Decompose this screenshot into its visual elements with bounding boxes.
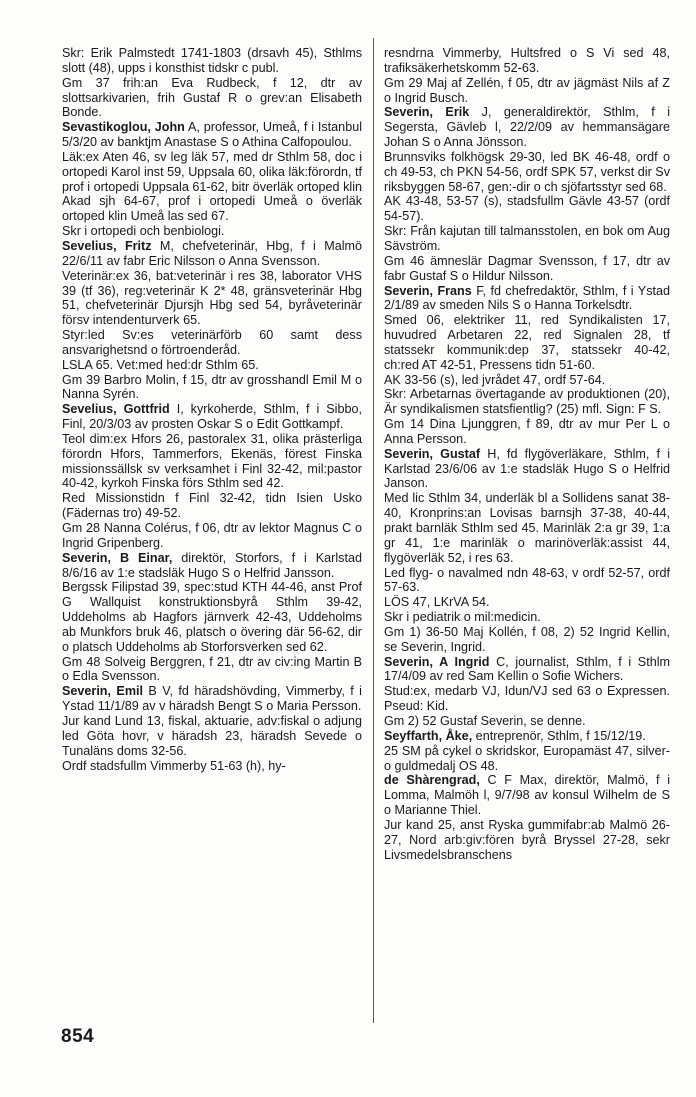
entry-text: Gm 37 frih:an Eva Rudbeck, f 12, dtr av slottsarkivarien, frih Gustaf R o grev:an Elisabeth Bonde. <box>62 75 362 120</box>
biography-paragraph <box>384 150 670 195</box>
biography-paragraph <box>62 655 362 685</box>
biography-paragraph <box>62 150 362 224</box>
page-number: 854 <box>61 1026 95 1047</box>
entry-text: entreprenör, Sthlm, f 15/12/19. <box>472 728 646 743</box>
entry-name: Sevelius, Gottfrid <box>62 402 170 417</box>
biography-paragraph <box>384 595 670 610</box>
entry-text: A, professor, Umeå, f i Istanbul 5/3/20 av banktjm Anastase S o Athina Calfopoulou. <box>62 120 362 150</box>
biography-paragraph <box>62 328 362 358</box>
entry-text: C, journalist, Sthlm, f i Sthlm 17/4/09 av red Sam Kellin o Sofie Wichers. <box>384 654 670 684</box>
entry-text: Smed 06, elektriker 11, red Syndikalisten 17, huvudred Arbetaren 22, red Signalen 28, tf statssekr kommunik:dep 37, statssekr 40-42, ch:red AT 42-51, Pressens tidn 51-60. <box>384 313 670 372</box>
entry-text: M, chefveterinär, Hbg, f i Malmö 22/6/11 av fabr Eric Nilsson o Anna Svensson. <box>62 238 362 268</box>
entry-name: Sevelius, Fritz <box>62 238 152 253</box>
biography-paragraph <box>62 373 362 403</box>
biography-paragraph <box>384 373 670 388</box>
biography-entry <box>384 655 670 685</box>
entry-text: Skr i pediatrik o mil:medicin. <box>384 610 541 625</box>
biography-paragraph <box>62 432 362 491</box>
biography-entry <box>62 684 362 714</box>
biography-entry <box>384 773 670 818</box>
entry-name: Severin, Frans <box>384 283 472 298</box>
biography-paragraph <box>384 818 670 863</box>
entry-text: Skr i ortopedi och benbiologi. <box>62 224 225 239</box>
biography-paragraph <box>62 46 362 76</box>
biography-entry <box>62 402 362 432</box>
entry-text: 25 SM på cykel o skridskor, Europamäst 47, silver- o guldmedalj OS 48. <box>384 743 670 773</box>
entry-text: Jur kand Lund 13, fiskal, aktuarie, adv:fiskal o adjung led Göta hovr, v häradsh 23, häradsh Sevede o Tunaläns doms 32-56. <box>62 713 362 758</box>
entry-text: Med lic Sthlm 34, underläk bl a Sollidens sanat 38-40, Kronprins:an Lovisas barnsjh 37-38, 40-44, prakt barnläk Sthlm sed 45. Marinläk 2:a gr 39, 1:a gr 41, 1:e marinläk o marinöverläk:assist 44, flygöverläk 52, i res 63. <box>384 491 670 565</box>
biography-paragraph <box>384 491 670 565</box>
entry-text: AK 43-48, 53-57 (s), stadsfullm Gävle 43-57 (ordf 54-57). <box>384 194 670 224</box>
biography-paragraph <box>384 194 670 224</box>
biography-paragraph <box>384 254 670 284</box>
biography-entry <box>62 551 362 581</box>
biography-paragraph <box>384 566 670 596</box>
entry-text: I, kyrkoherde, Sthlm, f i Sibbo, Finl, 20/3/03 av prosten Oskar S o Edit Gottkampf. <box>62 402 362 432</box>
entry-text: Gm 1) 36-50 Maj Kollén, f 08, 2) 52 Ingrid Kellin, se Severin, Ingrid. <box>384 624 670 654</box>
biography-paragraph <box>62 491 362 521</box>
biography-paragraph <box>384 625 670 655</box>
biography-paragraph <box>62 580 362 654</box>
biography-entry <box>384 729 670 744</box>
entry-name: Sevastikoglou, John <box>62 120 185 135</box>
biography-entry <box>384 105 670 150</box>
biography-paragraph <box>62 521 362 551</box>
entry-text: Gm 14 Dina Ljunggren, f 89, dtr av mur Per L o Anna Persson. <box>384 417 670 446</box>
biography-entry <box>62 239 362 269</box>
biography-paragraph <box>384 76 670 106</box>
entry-text: Skr: Arbetarnas övertagande av produktionen (20), Är syndikalismen statsfientlig? (25) mfl. Sign: F S. <box>384 387 670 417</box>
entry-text: Gm 2) 52 Gustaf Severin, se denne. <box>384 713 586 728</box>
biography-paragraph <box>62 76 362 121</box>
entry-name: Severin, Emil <box>62 684 144 699</box>
biography-entry <box>384 284 670 314</box>
entry-name: Seyffarth, Åke, <box>384 728 473 743</box>
biography-paragraph <box>384 313 670 372</box>
entry-text: F, fd chefredaktör, Sthlm, f i Ystad 2/1/89 av smeden Nils S o Hanna Torkelsdtr. <box>384 283 670 313</box>
biography-paragraph <box>384 684 670 714</box>
biography-entry <box>384 447 670 492</box>
entry-text: B V, fd häradshövding, Vimmerby, f i Ystad 11/1/89 av v häradsh Bengt S o Maria Persson. <box>62 684 362 714</box>
entry-text: H, fd flygöverläkare, Sthlm, f i Karlstad 23/6/06 av 1:e stadsläk Hugo S o Helfrid Janson. <box>384 446 671 491</box>
entry-text: Brunnsviks folkhögsk 29-30, led BK 46-48, ordf o ch 49-53, ch PKN 54-56, ordf SPK 57, verkst dir Sv riksbyggen 58-67, gen:-dir o ch sjöfartsstyr sed 68. <box>384 149 670 194</box>
entry-text: resndrna Vimmerby, Hultsfred o S Vi sed 48, trafiksäkerhetskomm 52-63. <box>384 46 670 75</box>
entry-text: LSLA 65. Vet:med hed:dr Sthlm 65. <box>62 357 259 372</box>
entry-text: Läk:ex Aten 46, sv leg läk 57, med dr Sthlm 58, doc i ortopedi Karol inst 59, Uppsala 60, olika läk:förordn, tf prof i ortopedi Uppsala 61-62, bitr överläk ortoped klin Akad sjh 64-67, prof i ortopedi Umeå o överläk ortoped klin Umeå las sed 67. <box>62 149 362 224</box>
entry-text: J, generaldirektör, Sthlm, f i Segersta, Gävleb l, 22/2/09 av hemmansägare Johan S o Anna Jönsson. <box>384 105 670 150</box>
biography-paragraph <box>62 224 362 239</box>
entry-text: Jur kand 25, anst Ryska gummifabr:ab Malmö 26-27, Nord arb:giv:fören byrå Bryssel 27-28, sekr Livsmedelsbranschens <box>384 817 670 862</box>
entry-text: Teol dim:ex Hfors 26, pastoralex 31, olika prästerliga förordn Hfors, Tammerfors, Ekenäs, förest Finska missionssällsk sv verksamhet i Finl 32-42, mil:pastor 40-42, kyrkoh Finska förs Sthlm sed 42. <box>62 431 362 491</box>
biography-paragraph <box>384 714 670 729</box>
biography-entry <box>62 120 362 150</box>
entry-text: Veterinär:ex 36, bat:veterinär i res 38, laborator VHS 39 (tf 36), reg:veterinär K 2* 48, gränsveterinär Hbg 51, chefveterinär Djursjh Hbg sed 54, byråveterinär försv intendenturverk 65. <box>62 268 362 328</box>
biography-paragraph <box>384 46 670 76</box>
biography-paragraph <box>384 610 670 625</box>
entry-name: Severin, Erik <box>384 105 470 120</box>
entry-text: Gm 28 Nanna Colérus, f 06, dtr av lektor Magnus C o Ingrid Gripenberg. <box>62 521 362 550</box>
biography-paragraph <box>62 269 362 328</box>
entry-text: LÖS 47, LKrVA 54. <box>384 595 490 610</box>
entry-name: Severin, B Einar, <box>62 550 173 565</box>
entry-text: Skr: Erik Palmstedt 1741-1803 (drsavh 45), Sthlms slott (48), upps i konsthist tidskr c publ. <box>62 46 362 75</box>
entry-text: Styr:led Sv:es veterinärförb 60 samt dess ansvarighetsnd o förtroenderåd. <box>62 328 362 357</box>
entry-text: Gm 48 Solveig Berggren, f 21, dtr av civ:ing Martin B o Edla Svensson. <box>62 654 362 684</box>
entry-text: Ordf stadsfullm Vimmerby 51-63 (h), hy- <box>62 758 286 773</box>
entry-name: Severin, A Ingrid <box>384 654 490 669</box>
entry-text: Gm 46 ämneslär Dagmar Svensson, f 17, dtr av fabr Gustaf S o Hildur Nilsson. <box>384 253 670 283</box>
biography-paragraph <box>62 759 362 774</box>
entry-text: Skr: Från kajutan till talmansstolen, en bok om Aug Sävström. <box>384 224 670 253</box>
entry-text: AK 33-56 (s), led jvrådet 47, ordf 57-64. <box>384 372 606 387</box>
entry-text: C F Max, direktör, Malmö, f i Lomma, Malmöh l, 9/7/98 av konsul Wilhelm de S o Marianne Thiel. <box>384 773 671 818</box>
biography-paragraph <box>384 744 670 774</box>
entry-text: Red Missionstidn f Finl 32-42, tidn Isien Usko (Fädernas tro) 49-52. <box>62 491 362 521</box>
entry-text: Bergssk Filipstad 39, spec:stud KTH 44-46, anst Prof G Wallquist konstruktionsbyrå Sthlm 39-42, Uddeholms ab Hagfors järnverk 42-43, Uddeholms ab Munkfors bruk 46, platsch o övering där 56-62, dir o platsch Uddeholms ab Storforsverken sed 62. <box>62 580 362 654</box>
right-column <box>384 46 670 862</box>
entry-text: Gm 39 Barbro Molin, f 15, dtr av grosshandl Emil M o Nanna Syrén. <box>62 372 362 402</box>
biography-paragraph <box>384 224 670 254</box>
entry-text: Led flyg- o navalmed ndn 48-63, v ordf 52-57, ordf 57-63. <box>384 565 670 595</box>
entry-text: Stud:ex, medarb VJ, Idun/VJ sed 63 o Expressen. Pseud: Kid. <box>384 684 670 714</box>
entry-name: Severin, Gustaf <box>384 446 481 461</box>
biography-paragraph <box>62 358 362 373</box>
left-column <box>62 46 362 773</box>
entry-text: Gm 29 Maj af Zellén, f 05, dtr av jägmäst Nils af Z o Ingrid Busch. <box>384 75 670 105</box>
biography-paragraph <box>384 387 670 417</box>
entry-text: direktör, Storfors, f i Karlstad 8/6/16 av 1:e stadsläk Hugo S o Helfrid Jansson. <box>62 550 362 580</box>
column-divider <box>373 38 374 1023</box>
biography-paragraph <box>384 417 670 447</box>
biography-paragraph <box>62 714 362 759</box>
entry-name: de Shàrengrad, <box>384 773 480 788</box>
